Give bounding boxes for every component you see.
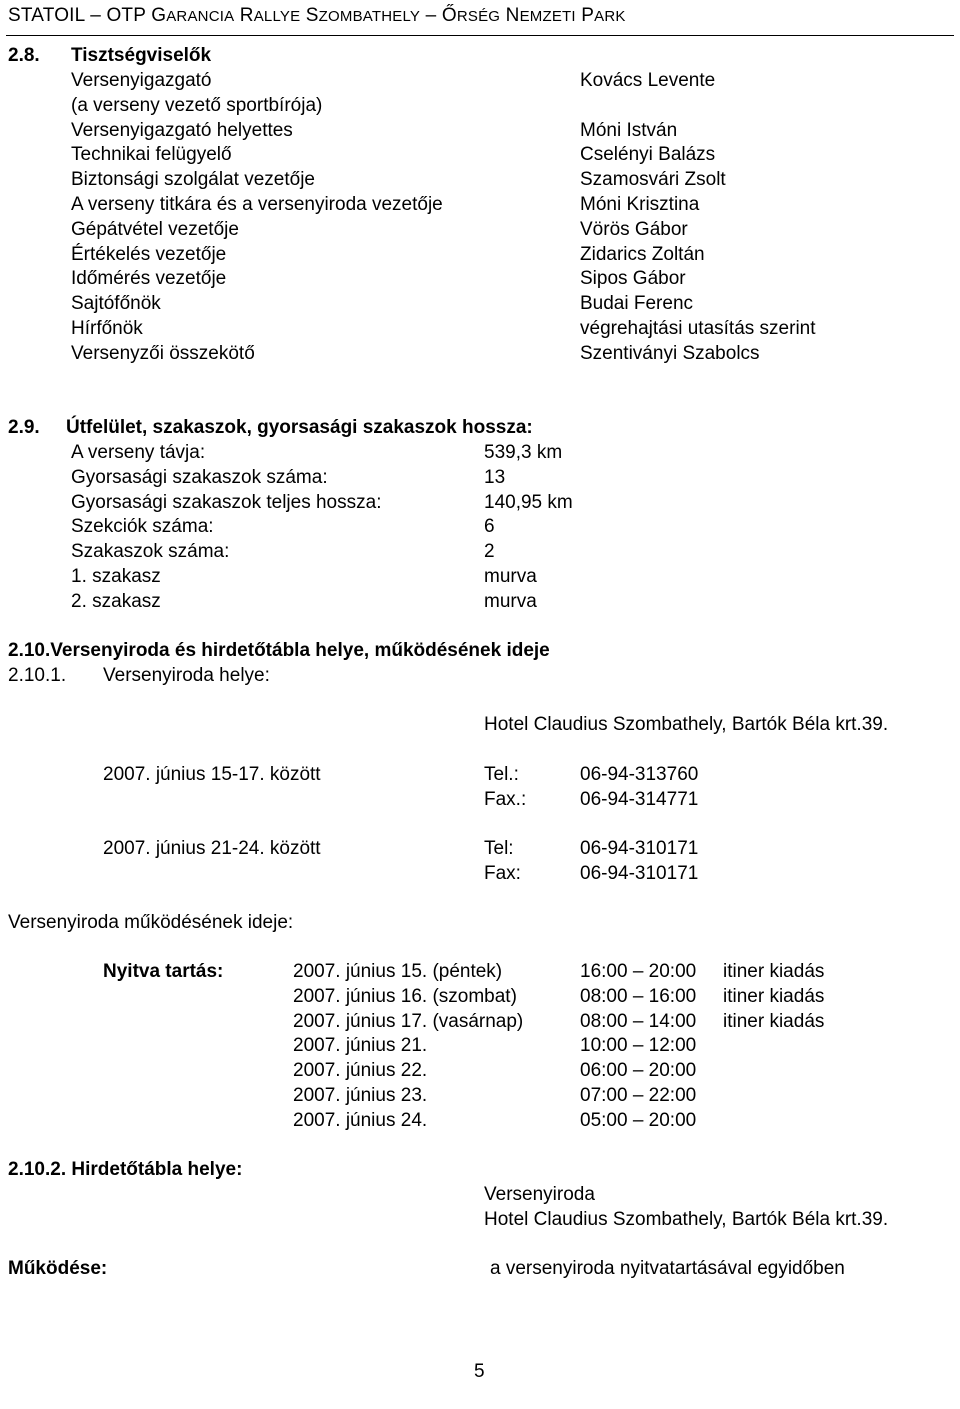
period-1-dates: 2007. június 15-17. között: [103, 764, 321, 785]
route-stat-label: Szekciók száma:: [71, 516, 214, 538]
official-role: Versenyzői összekötő: [71, 342, 255, 364]
schedule-note: itiner kiadás: [723, 1010, 825, 1032]
period-1-fax-value: 06-94-314771: [580, 789, 699, 810]
official-name: Kovács Levente: [580, 70, 716, 91]
official-role: Értékelés vezetője: [71, 243, 227, 265]
route-stat-value: 2: [484, 541, 495, 563]
period-2-tel-key: Tel:: [484, 838, 514, 859]
official-name: Cselényi Balázs: [580, 144, 716, 166]
official-role: Technikai felügyelő: [71, 144, 232, 166]
section-2-9-title: Útfelület, szakaszok, gyorsasági szakaszok hossza:: [66, 417, 533, 438]
section-2-8-title: Tisztségviselők: [71, 45, 212, 66]
official-name: Szamosvári Zsolt: [580, 169, 726, 191]
official-name: Móni Krisztina: [580, 194, 700, 215]
period-2-tel-value: 06-94-310171: [580, 838, 699, 859]
official-name: Szentiványi Szabolcs: [580, 342, 760, 364]
schedule-time: 08:00 – 16:00: [580, 985, 697, 1007]
header-text-part: P: [575, 5, 595, 26]
official-name: végrehajtási utasítás szerint: [580, 318, 816, 339]
opening-hours-label: Nyitva tartás:: [103, 961, 224, 982]
office-hours-label: Versenyiroda működésének ideje:: [8, 912, 294, 933]
header-text-part: – Ő: [420, 5, 457, 26]
schedule-time: 07:00 – 22:00: [580, 1085, 697, 1106]
page-number: 5: [474, 1361, 485, 1382]
section-2-9-number: 2.9.: [8, 417, 40, 438]
schedule-date: 2007. június 17. (vasárnap): [293, 1010, 524, 1032]
route-stat-label: A verseny távja:: [71, 442, 206, 463]
office-address: Hotel Claudius Szombathely, Bartók Béla krt.39.: [484, 714, 889, 735]
section-2-10-1-number: 2.10.1.: [8, 665, 67, 686]
header-text-part: STATOIL – OTP G: [8, 5, 167, 26]
header-text-part: EMZETI: [519, 8, 576, 25]
period-2-dates: 2007. június 21-24. között: [103, 838, 321, 859]
header-text-part: R: [234, 5, 254, 26]
schedule-time: 16:00 – 20:00: [580, 961, 697, 982]
section-2-10-title: 2.10.Versenyiroda és hirdetőtábla helye, működésének ideje: [8, 640, 550, 661]
period-2-fax-key: Fax:: [484, 863, 521, 884]
notice-board-location-line-2: Hotel Claudius Szombathely, Bartók Béla krt.39.: [484, 1209, 889, 1230]
official-role: Biztonsági szolgálat vezetője: [71, 169, 315, 191]
route-stat-value: 140,95 km: [484, 491, 573, 513]
route-stat-value: 6: [484, 516, 495, 538]
schedule-date: 2007. június 24.: [293, 1109, 428, 1131]
schedule-date: 2007. június 16. (szombat): [293, 985, 517, 1007]
route-stat-label: Gyorsasági szakaszok száma:: [71, 466, 328, 488]
schedule-time: 05:00 – 20:00: [580, 1109, 697, 1131]
official-role: Versenyigazgató: [71, 70, 212, 91]
route-stat-label: 1. szakasz: [71, 566, 161, 587]
official-role: Időmérés vezetője: [71, 268, 227, 290]
section-2-8-number: 2.8.: [8, 45, 40, 66]
header-text-part: ARK: [594, 8, 626, 25]
operation-label: Működése:: [8, 1258, 108, 1279]
route-stat-label: 2. szakasz: [71, 590, 161, 612]
route-stat-value: murva: [484, 566, 537, 587]
schedule-time: 10:00 – 12:00: [580, 1035, 697, 1057]
route-stat-value: 13: [484, 466, 506, 488]
official-role: (a verseny vezető sportbírója): [71, 94, 323, 116]
route-stat-label: Szakaszok száma:: [71, 541, 230, 563]
schedule-note: itiner kiadás: [723, 985, 825, 1007]
official-role: Versenyigazgató helyettes: [71, 119, 293, 141]
period-1-tel-value: 06-94-313760: [580, 764, 699, 785]
official-role: Hírfőnök: [71, 318, 143, 339]
schedule-date: 2007. június 21.: [293, 1035, 428, 1057]
official-role: Sajtófőnök: [71, 293, 161, 315]
official-name: Zidarics Zoltán: [580, 243, 705, 265]
official-role: Gépátvétel vezetője: [71, 218, 239, 240]
official-role: A verseny titkára és a versenyiroda vezetője: [71, 194, 443, 215]
period-1-tel-key: Tel.:: [484, 764, 519, 785]
route-stat-label: Gyorsasági szakaszok teljes hossza:: [71, 491, 382, 513]
operation-value: a versenyiroda nyitvatartásával egyidőben: [490, 1258, 845, 1279]
official-name: Vörös Gábor: [580, 218, 688, 240]
schedule-date: 2007. június 15. (péntek): [293, 961, 503, 982]
route-stat-value: murva: [484, 590, 537, 612]
official-name: Budai Ferenc: [580, 293, 694, 315]
period-2-fax-value: 06-94-310171: [580, 863, 699, 884]
header-rule: [6, 35, 954, 36]
schedule-time: 08:00 – 14:00: [580, 1010, 697, 1032]
route-stat-value: 539,3 km: [484, 442, 563, 463]
header-text-part: S: [300, 5, 319, 26]
header-text-part: RSÉG: [456, 8, 501, 25]
schedule-note: itiner kiadás: [723, 961, 825, 982]
period-1-fax-key: Fax.:: [484, 789, 527, 810]
schedule-date: 2007. június 23.: [293, 1085, 428, 1106]
header-text-part: ZOMBATHELY: [318, 8, 421, 25]
header-text-part: N: [500, 5, 520, 26]
schedule-time: 06:00 – 20:00: [580, 1060, 697, 1082]
running-header: [8, 4, 626, 29]
official-name: Sipos Gábor: [580, 268, 686, 290]
schedule-date: 2007. június 22.: [293, 1060, 428, 1082]
section-2-10-2-label: 2.10.2. Hirdetőtábla helye:: [8, 1159, 243, 1180]
section-2-10-1-label: Versenyiroda helye:: [103, 665, 270, 686]
official-name: Móni István: [580, 119, 678, 141]
header-text-part: ALLYE: [253, 8, 301, 25]
notice-board-location-line-1: Versenyiroda: [484, 1184, 595, 1205]
header-text-part: ARANCIA: [166, 8, 235, 25]
